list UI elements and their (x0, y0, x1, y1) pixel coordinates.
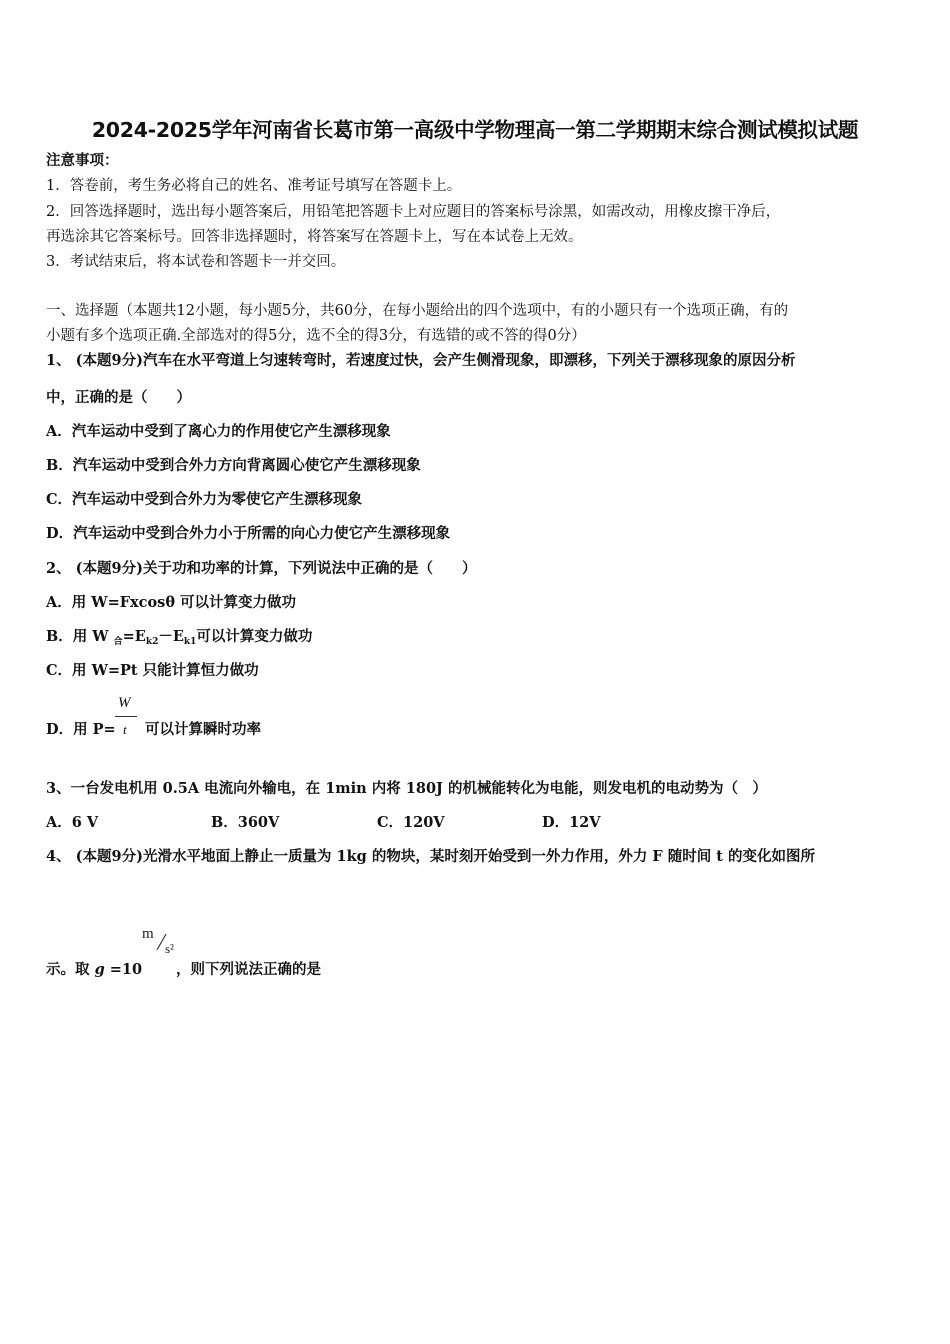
q1-stem-cont: 中，正确的是（ ） (46, 389, 191, 406)
g-symbol: g (94, 961, 105, 978)
q3-option-b: B．360V (211, 814, 280, 831)
q2-stem: 2、 (本题9分)关于功和功率的计算，下列说法中正确的是（ ） (46, 560, 477, 577)
notes-heading: 注意事项： (46, 152, 119, 169)
q2-option-b (46, 628, 312, 651)
q1-option-d: D．汽车运动中受到合外力小于所需的向心力使它产生漂移现象 (46, 525, 451, 542)
q2-option-d-pre: D．用 P= (46, 721, 116, 738)
q3-stem: 3、一台发电机用 0.5A 电流向外输电，在 1min 内将 180J 的机械能转化为电能，则发电机的电动势为（ ） (46, 780, 767, 797)
q4-stem-cont (46, 961, 142, 979)
unit-denominator: s² (165, 941, 174, 956)
q2-option-b-sub: k2 (145, 637, 159, 647)
note-item: 再选涂其它答案标号。回答非选择题时，将答案写在答题卡上，写在本试卷上无效。 (46, 229, 583, 245)
q2-option-b-sub: k1 (183, 637, 197, 647)
q2-option-b-sub: 合 (113, 637, 123, 647)
q4-text: ，则下列说法正确的是 (176, 961, 321, 978)
q1-option-b: B．汽车运动中受到合外力方向背离圆心使它产生漂移现象 (46, 457, 421, 474)
note-item: 1．答卷前，考生务必将自己的姓名、准考证号填写在答题卡上。 (46, 178, 462, 194)
q1-option-c: C．汽车运动中受到合外力为零使它产生漂移现象 (46, 491, 363, 508)
q4-text: =10 (104, 961, 143, 978)
q3-option-a: A．6 V (46, 814, 99, 831)
note-item: 3．考试结束后，将本试卷和答题卡一并交回。 (46, 254, 346, 270)
q2-option-b-post: 可以计算变力做功 (196, 628, 313, 645)
q4-text: 示。取 (46, 961, 95, 978)
q2-option-c: C．用 W=Pt 只能计算恒力做功 (46, 662, 259, 679)
note-item: 2．回答选择题时，选出每小题答案后，用铅笔把答题卡上对应题目的答案标号涂黑，如需改动，用橡皮擦干净后， (46, 204, 781, 220)
q4-stem: 4、 (本题9分)光滑水平地面上静止一质量为 1kg 的物块，某时刻开始受到一外力作用，外力 F 随时间 t 的变化如图所 (46, 848, 815, 865)
q2-option-b-mid: =E (122, 628, 146, 645)
fraction-bar (115, 716, 137, 717)
unit-numerator: m (142, 926, 154, 942)
section-heading-cont: 小题有多个选项正确.全部选对的得5分，选不全的得3分，有选错的或不答的得0分） (46, 328, 586, 344)
q2-option-b-pre: B．用 W (46, 628, 114, 645)
q1-stem: 1、 (本题9分)汽车在水平弯道上匀速转弯时，若速度过快，会产生侧滑现象，即漂移，下列关于漂移现象的原因分析 (46, 352, 796, 369)
page-title: 2024-2025学年河南省长葛市第一高级中学物理高一第二学期期末综合测试模拟试题 (91, 118, 859, 142)
fraction-numerator: W (118, 695, 131, 711)
q2-option-d-post: 可以计算瞬时功率 (145, 721, 261, 738)
q2-option-b-mid: －E (158, 628, 184, 645)
q2-option-a: A．用 W=Fxcosθ 可以计算变力做功 (46, 594, 297, 611)
q3-option-d: D．12V (542, 814, 601, 831)
q3-option-c: C．120V (377, 814, 445, 831)
q1-option-a: A．汽车运动中受到了离心力的作用使它产生漂移现象 (46, 423, 391, 440)
fraction-denominator: t (123, 722, 127, 737)
section-heading: 一、选择题（本题共12小题，每小题5分，共60分，在每小题给出的四个选项中，有的小题只有一个选项正确，有的 (46, 303, 789, 319)
